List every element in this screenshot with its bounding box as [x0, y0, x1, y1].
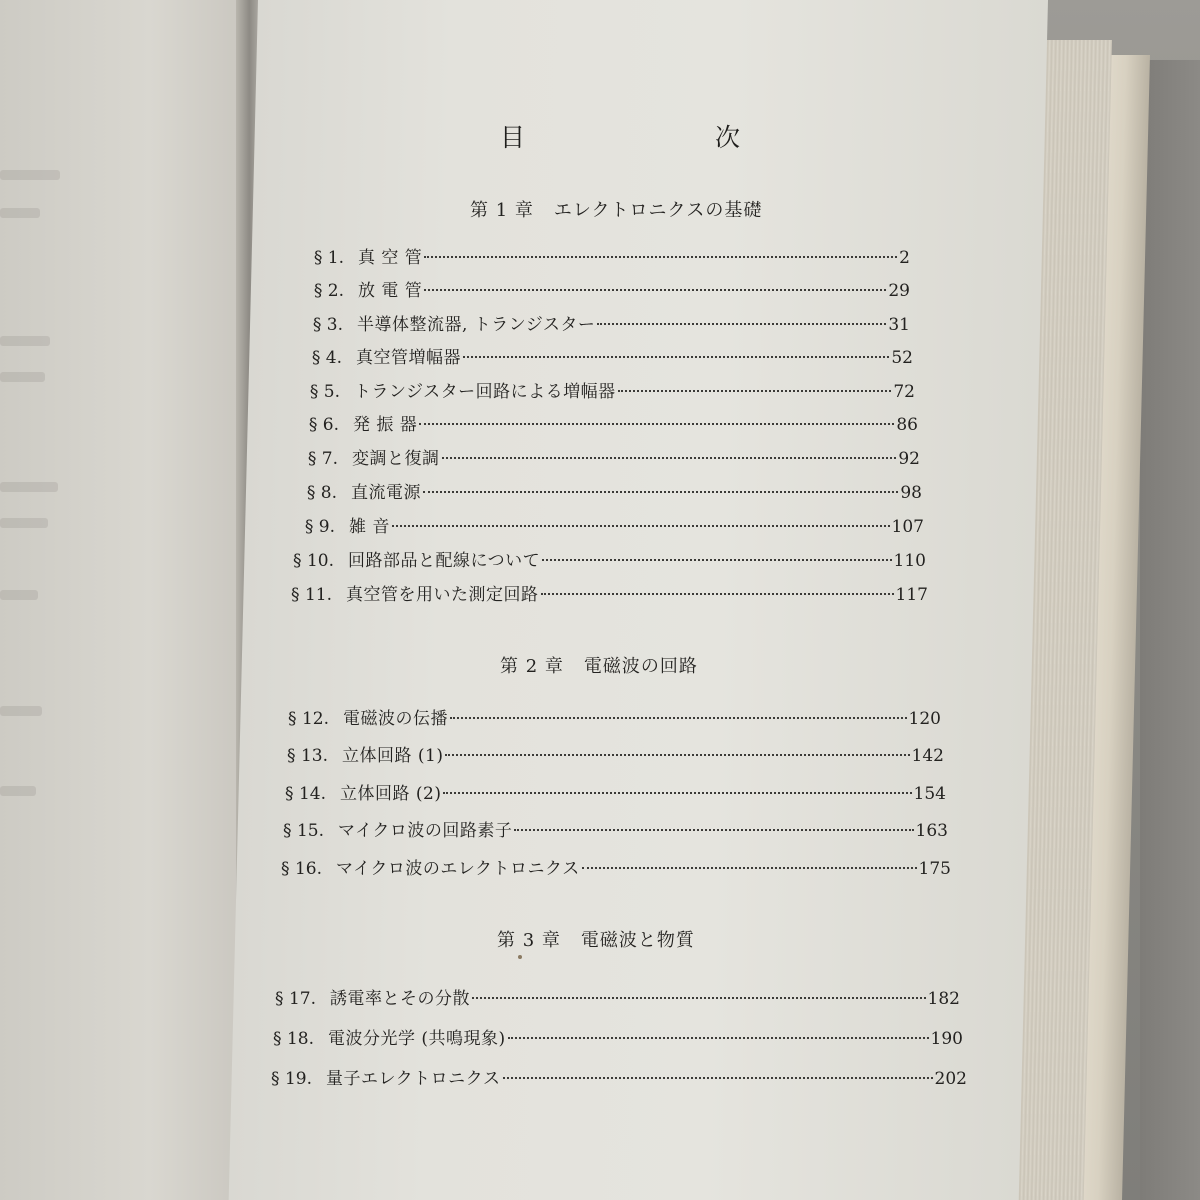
dot-leader — [419, 423, 894, 425]
show-through-text — [0, 208, 40, 218]
section-title: 誘電率とその分散 — [330, 989, 470, 1009]
toc-title-char: 次 — [714, 123, 740, 152]
section-title: 直流電源 — [351, 483, 421, 503]
dot-leader — [392, 525, 890, 527]
page-number: 163 — [915, 821, 948, 841]
show-through-text — [0, 336, 50, 346]
toc-entry — [262, 779, 946, 803]
show-through-text — [0, 482, 58, 492]
dot-leader — [541, 593, 894, 595]
section-title: 立体回路 (2) — [340, 784, 442, 804]
show-through-text — [0, 372, 45, 382]
toc-entry — [260, 816, 948, 840]
section-number: § 5. — [309, 382, 340, 402]
toc-entry — [252, 984, 960, 1008]
section-number: § 15. — [283, 821, 324, 841]
dot-leader — [443, 792, 911, 794]
toc-entry — [296, 276, 910, 300]
page-number: 72 — [893, 382, 915, 402]
section-title: 電波分光学 (共鳴現象) — [328, 1029, 506, 1049]
page-number: 29 — [888, 281, 910, 301]
chapter-number: 第 3 章 — [497, 930, 561, 951]
show-through-text — [0, 706, 42, 716]
section-title: トランジスター回路による増幅器 — [354, 382, 616, 402]
section-title: 真空管を用いた測定回路 — [346, 585, 539, 605]
page-number: 86 — [896, 415, 918, 435]
dot-leader — [618, 390, 892, 392]
section-number: § 14. — [285, 784, 326, 804]
chapter-number: 第 1 章 — [470, 200, 534, 221]
show-through-text — [0, 590, 38, 600]
section-title: 変調と復調 — [352, 449, 440, 469]
show-through-text — [0, 518, 48, 528]
page-number: 202 — [934, 1069, 967, 1089]
page-number: 175 — [918, 859, 951, 879]
section-number: § 16. — [281, 859, 322, 879]
dot-leader — [442, 457, 897, 459]
page-number: 107 — [891, 517, 924, 537]
dot-leader — [424, 256, 897, 258]
dot-leader — [463, 356, 889, 358]
page-number: 154 — [913, 784, 946, 804]
page-number: 117 — [895, 585, 928, 605]
section-title: 量子エレクトロニクス — [326, 1069, 501, 1089]
toc-entry — [291, 410, 918, 434]
dot-leader — [514, 829, 913, 831]
section-number: § 18. — [273, 1029, 314, 1049]
toc-entry — [265, 704, 941, 728]
section-number: § 3. — [312, 315, 343, 335]
toc-entry — [258, 854, 951, 878]
section-title: 真空管増幅器 — [356, 348, 461, 368]
toc-entry — [268, 580, 928, 604]
chapter-number: 第 2 章 — [500, 656, 564, 677]
chapter-heading — [497, 926, 695, 952]
dot-leader — [597, 323, 886, 325]
dot-leader — [503, 1077, 933, 1079]
section-title: 半導体整流器, トランジスター — [357, 315, 596, 335]
section-number: § 10. — [293, 551, 334, 571]
section-title: 雑 音 — [349, 517, 390, 537]
chapter-title: エレクトロニクスの基礎 — [553, 200, 763, 221]
section-number: § 4. — [311, 348, 342, 368]
dot-leader — [472, 997, 926, 999]
toc-entry — [292, 377, 915, 401]
section-number: § 12. — [288, 709, 329, 729]
dot-leader — [542, 559, 891, 561]
toc-entry — [270, 546, 926, 570]
section-title: マイクロ波の回路素子 — [338, 821, 513, 841]
page-number: 182 — [927, 989, 960, 1009]
toc-entry — [250, 1024, 963, 1048]
dot-leader — [445, 754, 909, 756]
section-number: § 13. — [287, 746, 328, 766]
section-number: § 8. — [306, 483, 337, 503]
section-title: 立体回路 (1) — [342, 746, 444, 766]
section-number: § 9. — [304, 517, 335, 537]
toc-title — [500, 118, 740, 154]
toc-entry — [290, 444, 920, 468]
chapter-title: 電磁波と物質 — [580, 930, 695, 951]
toc-entry — [295, 310, 910, 334]
chapter-heading — [470, 196, 762, 222]
page-number: 52 — [891, 348, 913, 368]
toc-title-char: 目 — [500, 123, 526, 152]
page-number: 2 — [899, 248, 910, 268]
toc-entry — [289, 478, 922, 502]
section-number: § 1. — [313, 248, 344, 268]
page-number: 31 — [888, 315, 910, 335]
table-surface — [1140, 60, 1200, 1200]
toc-entry — [264, 741, 944, 765]
section-number: § 2. — [313, 281, 344, 301]
page-number: 110 — [893, 551, 926, 571]
dot-leader — [450, 717, 907, 719]
section-title: 放 電 管 — [358, 281, 423, 301]
dot-leader — [424, 289, 886, 291]
dot-leader — [508, 1037, 929, 1039]
section-number: § 11. — [291, 585, 332, 605]
toc-entry — [294, 343, 913, 367]
left-page — [0, 0, 250, 1200]
section-number: § 7. — [307, 449, 338, 469]
section-title: 発 振 器 — [353, 415, 418, 435]
section-title: マイクロ波のエレクトロニクス — [336, 859, 580, 879]
page-number: 120 — [908, 709, 941, 729]
toc-entry — [296, 243, 910, 267]
page-number: 98 — [900, 483, 922, 503]
show-through-text — [0, 786, 36, 796]
section-title: 回路部品と配線について — [348, 551, 541, 571]
section-number: § 17. — [275, 989, 316, 1009]
chapter-heading — [500, 652, 698, 678]
page-number: 190 — [930, 1029, 963, 1049]
toc-entry — [248, 1064, 967, 1088]
page-number: 142 — [911, 746, 944, 766]
dot-leader — [423, 491, 898, 493]
section-title: 真 空 管 — [358, 248, 423, 268]
page-number: 92 — [898, 449, 920, 469]
section-title: 電磁波の伝播 — [343, 709, 448, 729]
section-number: § 19. — [271, 1069, 312, 1089]
section-number: § 6. — [308, 415, 339, 435]
paper-speck — [518, 955, 522, 959]
chapter-title: 電磁波の回路 — [583, 656, 698, 677]
toc-entry — [287, 512, 924, 536]
show-through-text — [0, 170, 60, 180]
dot-leader — [582, 867, 917, 869]
